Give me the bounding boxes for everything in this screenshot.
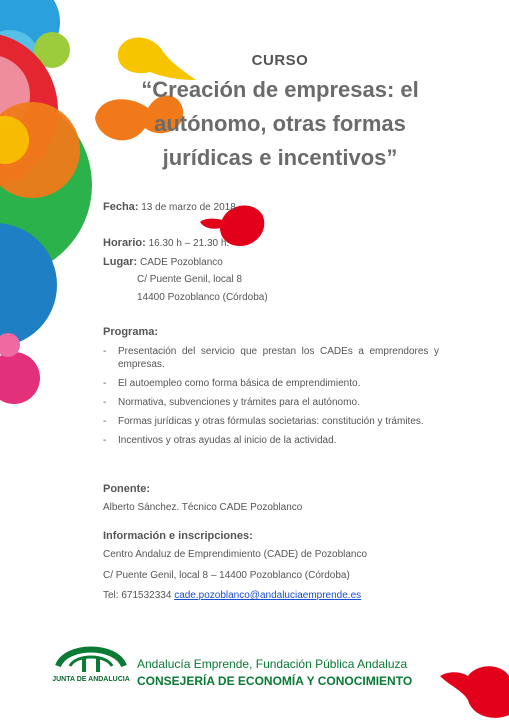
course-title xyxy=(110,73,450,175)
fecha-row xyxy=(103,201,236,213)
red-drop-bottom xyxy=(440,666,509,718)
header xyxy=(110,52,450,175)
email-link[interactable]: cade.pozoblanco@andaluciaemprende.es xyxy=(174,590,362,601)
programa-item: - Normativa, subvenciones y trámites para el autónomo. xyxy=(103,396,439,409)
horario-label: Horario: xyxy=(103,237,146,249)
junta-andalucia-logo xyxy=(52,636,130,692)
logo-column-left-icon xyxy=(82,658,86,672)
logo-arch-inner-icon xyxy=(70,657,112,666)
ponente-value: Alberto Sánchez. Técnico CADE Pozoblanco xyxy=(103,502,303,513)
info-tel: Tel: 671532334 xyxy=(103,590,172,601)
info-label: Información e inscripciones: xyxy=(103,530,253,542)
programa-list xyxy=(103,345,439,453)
info-line-1: Centro Andaluz de Emprendimiento (CADE) de Pozoblanco xyxy=(103,549,368,560)
magenta-circle xyxy=(0,352,40,404)
fecha-value: 13 de marzo de 2018 xyxy=(141,202,236,213)
lugar-line-1: CADE Pozoblanco xyxy=(140,257,223,268)
lugar-line-2: C/ Puente Genil, local 8 xyxy=(137,274,243,285)
lugar-row xyxy=(103,256,223,268)
horario-value: 16.30 h – 21.30 h. xyxy=(148,238,230,249)
lugar-line-3: 14400 Pozoblanco (Córdoba) xyxy=(137,292,268,303)
title-line-2: autónomo, otras formas xyxy=(154,111,406,136)
horario-row xyxy=(103,237,229,249)
junta-label: JUNTA DE ANDALUCIA xyxy=(52,676,130,683)
logo-column-right-icon xyxy=(96,658,100,672)
footer-line-1: Andalucía Emprende, Fundación Pública Andaluza xyxy=(137,657,408,671)
programa-item: - Formas jurídicas y otras fórmulas societarias: constitución y trámites. xyxy=(103,415,439,428)
ponente-label: Ponente: xyxy=(103,483,151,495)
info-line-2: C/ Puente Genil, local 8 – 14400 Pozoblanco (Córdoba) xyxy=(103,570,350,581)
programa-item: - El autoempleo como forma básica de emprendimiento. xyxy=(103,377,439,390)
course-kicker: CURSO xyxy=(251,52,309,69)
programa-item: - Incentivos y otras ayudas al inicio de la actividad. xyxy=(103,434,439,447)
info-contact xyxy=(103,590,361,601)
programa-item: - Presentación del servicio que prestan los CADEs a emprendores y empresas. xyxy=(103,345,439,371)
fecha-label: Fecha: xyxy=(103,201,139,213)
title-line-3: jurídicas e incentivos” xyxy=(162,145,398,170)
title-line-1: “Creación de empresas: el xyxy=(141,77,419,102)
programa-label: Programa: xyxy=(103,326,159,338)
footer-line-2: CONSEJERÍA DE ECONOMÍA Y CONOCIMIENTO xyxy=(137,674,413,688)
lugar-label: Lugar: xyxy=(103,256,138,268)
